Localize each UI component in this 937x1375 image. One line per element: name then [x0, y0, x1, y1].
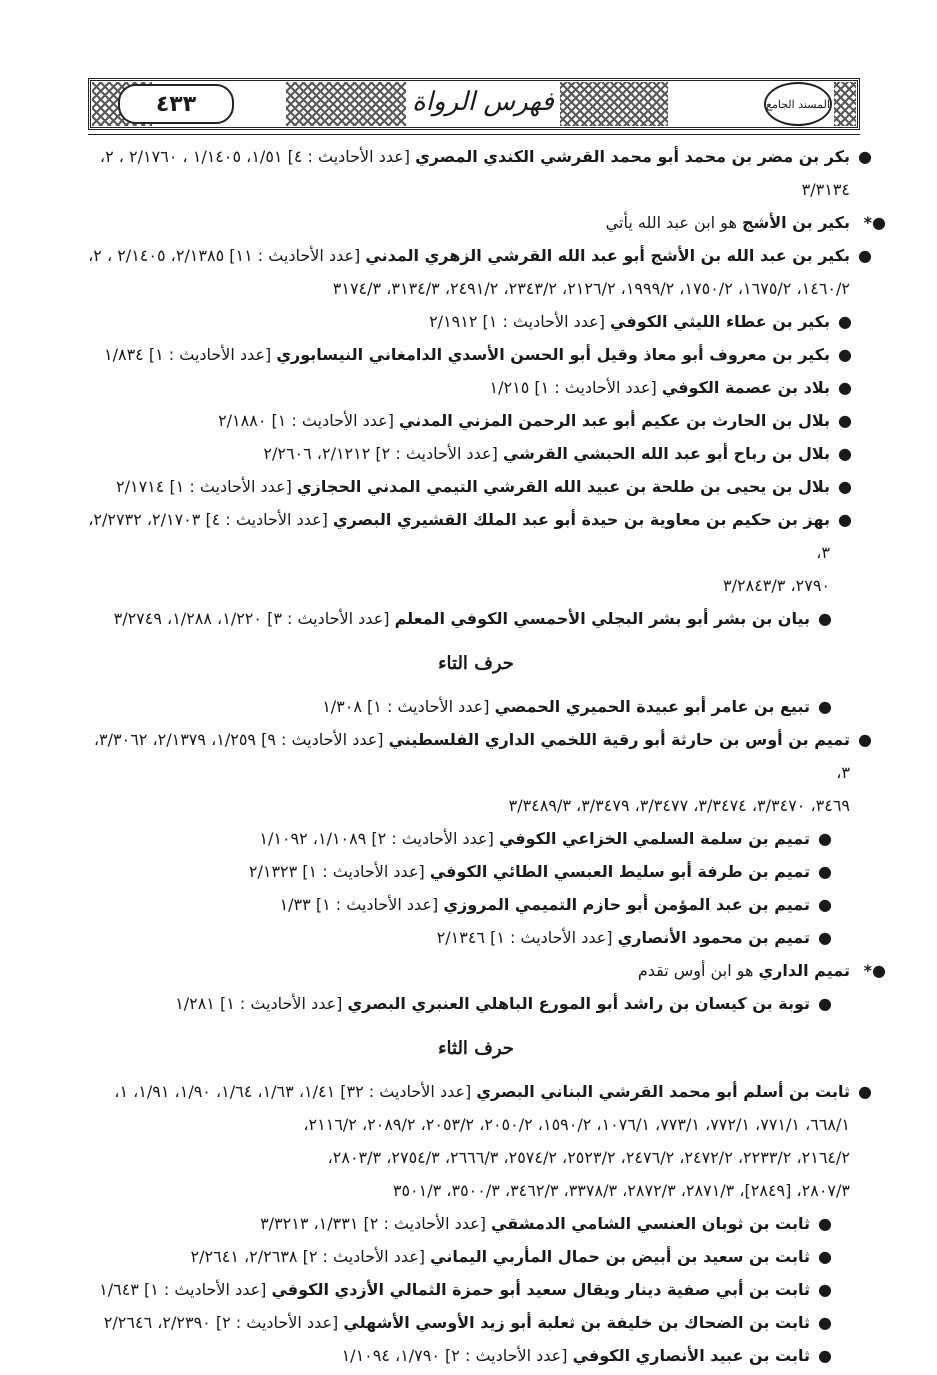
narrator-name: تميم بن أوس بن حارثة أبو رقية اللخمي الداري الفلسطيني	[388, 730, 850, 749]
narrator-name: تميم بن طرفة أبو سليط العبسي الطائي الكوفي	[429, 862, 810, 881]
section-heading-tha: حرف الثاء	[438, 1038, 514, 1059]
hadith-refs: [عدد الأحاديث : ١] ٢/١٧١٤	[116, 477, 292, 496]
hadith-refs: [عدد الأحاديث : ١١] ٢/١٣٨٥، ٢/١٤٠٥ ، ٢،	[88, 246, 361, 265]
index-entry	[80, 954, 886, 987]
hadith-refs: [عدد الأحاديث : ٣] ١/٢٢٠، ١/٢٨٨، ٣/٢٧٤٩	[113, 609, 390, 628]
bullet-icon: ●	[818, 609, 832, 628]
index-entry	[80, 1207, 872, 1240]
narrator-name: تميم بن عبد المؤمن أبو حازم التميمي المروزي	[443, 895, 810, 914]
hadith-refs: [عدد الأحاديث : ٣٢] ١/٤١، ١/٦٣، ١/٦٤، ١/٩٠، ١/٩١، ١،	[114, 1082, 472, 1101]
bullet-icon: ●	[858, 147, 872, 166]
narrator-name: ثابت بن سعيد بن أبيض بن حمال المأربي اليماني	[430, 1247, 810, 1266]
narrator-name: تميم بن سلمة السلمي الخزاعي الكوفي	[498, 829, 810, 848]
hadith-refs-continued: ١٤٦٠/٢، ١٦٧٥/٢، ١٧٥٠/٢، ١٩٩٩/٢، ٢١٢٦/٢، ٢٣٤٣/٢، ٢٤٩١/٢، ٣١٣٤/٣، ٣١٧٤/٣	[332, 279, 850, 298]
narrator-name: ثابت بن الضحاك بن خليفة بن ثعلبة أبو زيد الأوسي الأشهلي	[343, 1313, 810, 1332]
hadith-refs: [عدد الأحاديث : ١] ٢/١٣٢٣	[248, 862, 425, 881]
index-entry	[80, 1339, 872, 1372]
narrator-name: تميم الداري	[758, 961, 850, 980]
hadith-refs: [عدد الأحاديث : ١] ٢/١٨٨٠	[218, 411, 394, 430]
narrator-name: بلاد بن عصمة الكوفي	[661, 378, 830, 397]
narrator-name: بلال بن يحيى بن طلحة بن عبيد الله القرشي التيمي المدني الحجازي	[296, 477, 830, 496]
hadith-refs-continued: ٢٧٩٠، ٣/٢٨٤٣/٣	[723, 576, 830, 595]
bullet-icon: ●*	[863, 961, 886, 980]
narrator-name: ثابت بن ثوبان العنسي الشامي الدمشقي	[491, 1214, 810, 1233]
bullet-icon: ●	[858, 246, 872, 265]
hadith-refs-continued: ٦٦٨/١، ٧٧١/١، ٧٧٢/١، ٧٧٣/١، ١٠٧٦/١، ١٥٩٠/٢، ٢٠٥٠/٢، ٢٠٥٣/٢، ٢٠٨٩/٢، ٢١١٦/٢،	[303, 1115, 850, 1134]
index-entry	[80, 1075, 872, 1207]
ornament-band-mid-left	[286, 82, 406, 126]
ornament-band-right	[834, 82, 856, 126]
bullet-icon: ●	[838, 345, 852, 364]
narrator-name: تميم بن محمود الأنصاري	[617, 928, 810, 947]
entries-block-ba	[80, 140, 886, 635]
index-entry	[80, 822, 872, 855]
narrator-name: بكير بن عبد الله بن الأشج أبو عبد الله القرشي الزهري المدني	[365, 246, 850, 265]
narrator-name: بلال بن الحارث بن عكيم أبو عبد الرحمن المزني المدني	[399, 411, 830, 430]
index-entry	[80, 371, 872, 404]
narrator-name: تبيع بن عامر أبو عبيدة الحميري الحمصي	[494, 697, 810, 716]
index-entry	[80, 855, 872, 888]
hadith-refs: [عدد الأحاديث : ٢] ٢/٢٦٣٨، ٢/٢٦٤١	[190, 1247, 426, 1266]
hadith-refs: [عدد الأحاديث : ١] ١/٢٨١	[175, 994, 343, 1013]
narrator-name: ثابت بن أسلم أبو محمد القرشي البناني البصري	[476, 1082, 850, 1101]
book-logo: المسند الجامع	[764, 82, 832, 126]
index-entry	[80, 338, 872, 371]
bullet-icon: ●	[818, 1214, 832, 1233]
narrator-name: بكر بن مضر بن محمد أبو محمد القرشي الكندي المصري	[415, 147, 850, 166]
page-title: فهرس الرواة	[410, 82, 556, 122]
hadith-refs: [عدد الأحاديث : ١] ١/٣٠٨	[322, 697, 490, 716]
bullet-icon: ●	[818, 1247, 832, 1266]
index-entry	[80, 690, 872, 723]
hadith-refs: [عدد الأحاديث : ١] ١/٦٤٣	[99, 1280, 267, 1299]
bullet-icon: ●	[818, 862, 832, 881]
index-entry	[80, 404, 872, 437]
bullet-icon: ●	[818, 994, 832, 1013]
hadith-refs: [عدد الأحاديث : ١] ١/٣٣	[279, 895, 439, 914]
page-number: ٤٣٣	[118, 84, 234, 124]
narrator-name: توبة بن كيسان بن راشد أبو المورع الباهلي العنبري البصري	[347, 994, 810, 1013]
hadith-refs-continued: ٣/٣١٣٤	[801, 180, 850, 199]
narrator-name: بهز بن حكيم بن معاوية بن حيدة أبو عبد الملك القشيري البصري	[333, 510, 830, 529]
hadith-refs: [عدد الأحاديث : ٤] ١/٥١، ١/١٤٠٥ ، ٢/١٧٦٠ ، ٢،	[99, 147, 411, 166]
hadith-refs: [عدد الأحاديث : ٤] ٢/١٧٠٣، ٢/٢٧٣٢، ٣،	[88, 510, 830, 562]
index-entry	[80, 140, 872, 206]
index-entry	[80, 921, 872, 954]
index-entry	[80, 723, 872, 822]
bullet-icon: ●	[818, 928, 832, 947]
bullet-icon: ●	[838, 411, 852, 430]
hadith-refs: [عدد الأحاديث : ٢] ١/١٠٨٩، ١/١٠٩٢	[259, 829, 494, 848]
hadith-refs: هو ابن أوس تقدم	[637, 961, 754, 980]
ornament-band-mid-right	[560, 82, 668, 126]
hadith-refs: [عدد الأحاديث : ٢] ١/٣٣١، ٣/٣٢١٣	[260, 1214, 486, 1233]
section-heading-ta: حرف التاء	[438, 653, 514, 674]
hadith-refs: [عدد الأحاديث : ٩] ١/٢٥٩، ٢/١٣٧٩، ٣/٣٠٦٢، ٣،	[93, 730, 850, 782]
header-rule	[88, 134, 860, 135]
bullet-icon: ●	[838, 510, 852, 529]
index-entry	[80, 1240, 872, 1273]
hadith-refs-continued: ٢١٦٤/٢، ٢٢٣٣/٢، ٢٤٧٢/٢، ٢٤٧٦/٢، ٢٥٢٣/٢، ٢٥٧٤/٢، ٢٦٦٦/٣، ٢٧٥٤/٣، ٢٨٠٣/٣،	[327, 1148, 850, 1167]
bullet-icon: ●	[818, 1313, 832, 1332]
entries-block-ta	[80, 690, 886, 1020]
narrator-name: بلال بن رباح أبو عبد الله الحبشي القرشي	[502, 444, 830, 463]
narrator-name: بكير بن معروف أبو معاذ وقيل أبو الحسن الأسدي الدامغاني النيسابوري	[276, 345, 830, 364]
narrator-name: بكير بن عطاء الليثي الكوفي	[610, 312, 830, 331]
hadith-refs: [عدد الأحاديث : ١] ١/٨٣٤	[104, 345, 272, 364]
narrator-name: ثابت بن عبيد الأنصاري الكوفي	[572, 1346, 810, 1365]
hadith-refs: [عدد الأحاديث : ١] ١/٢١٥	[489, 378, 657, 397]
bullet-icon: ●	[818, 829, 832, 848]
bullet-icon: ●	[818, 1280, 832, 1299]
index-entry	[80, 1273, 872, 1306]
page-header	[88, 78, 860, 130]
bullet-icon: ●	[838, 477, 852, 496]
hadith-refs: [عدد الأحاديث : ٢] ١/٧٩٠، ١/١٠٩٤	[341, 1346, 568, 1365]
index-entry	[80, 888, 872, 921]
index-entry	[80, 1306, 872, 1339]
index-entry	[80, 239, 872, 305]
hadith-refs: [عدد الأحاديث : ٢] ٢/٢٣٩٠، ٢/٢٦٤٦	[103, 1313, 339, 1332]
bullet-icon: ●	[818, 895, 832, 914]
index-entry	[80, 206, 886, 239]
bullet-icon: ●	[838, 444, 852, 463]
hadith-refs: [عدد الأحاديث : ٢] ٢/١٢١٢، ٢/٢٦٠٦	[263, 444, 498, 463]
index-entry	[80, 437, 872, 470]
narrators-index	[80, 140, 886, 1372]
bullet-icon: ●*	[863, 213, 886, 232]
bullet-icon: ●	[838, 378, 852, 397]
bullet-icon: ●	[818, 697, 832, 716]
entries-block-tha	[80, 1075, 872, 1372]
hadith-refs: هو ابن عبد الله يأتي	[605, 213, 737, 232]
bullet-icon: ●	[818, 1346, 832, 1365]
index-entry	[80, 602, 872, 635]
bullet-icon: ●	[858, 730, 872, 749]
index-entry	[80, 305, 872, 338]
bullet-icon: ●	[858, 1082, 872, 1101]
hadith-refs: [عدد الأحاديث : ١] ٢/١٩١٢	[429, 312, 605, 331]
index-entry	[80, 987, 872, 1020]
narrator-name: ثابت بن أبي صفية دينار ويقال سعيد أبو حمزة الثمالي الأزدي الكوفي	[271, 1280, 810, 1299]
index-entry	[80, 503, 872, 602]
bullet-icon: ●	[838, 312, 852, 331]
index-entry	[80, 470, 872, 503]
narrator-name: بيان بن بشر أبو بشر البجلي الأحمسي الكوفي المعلم	[394, 609, 810, 628]
narrator-name: بكير بن الأشج	[741, 213, 850, 232]
hadith-refs-continued: ٣٤٦٩، ٣/٣٤٧٠، ٣/٣٤٧٤، ٣/٣٤٧٧، ٣/٣٤٧٩، ٣/٣٤٨٩/٣	[508, 796, 850, 815]
hadith-refs-continued: ٢٨٠٧/٣، [٢٨٤٩]، ٢٨٧١/٣، ٢٨٧٢/٣، ٣٣٧٨/٣، ٣٤٦٢/٣، ٣٥٠٠/٣، ٣٥٠١/٣	[392, 1181, 850, 1200]
hadith-refs: [عدد الأحاديث : ١] ٢/١٣٤٦	[436, 928, 613, 947]
